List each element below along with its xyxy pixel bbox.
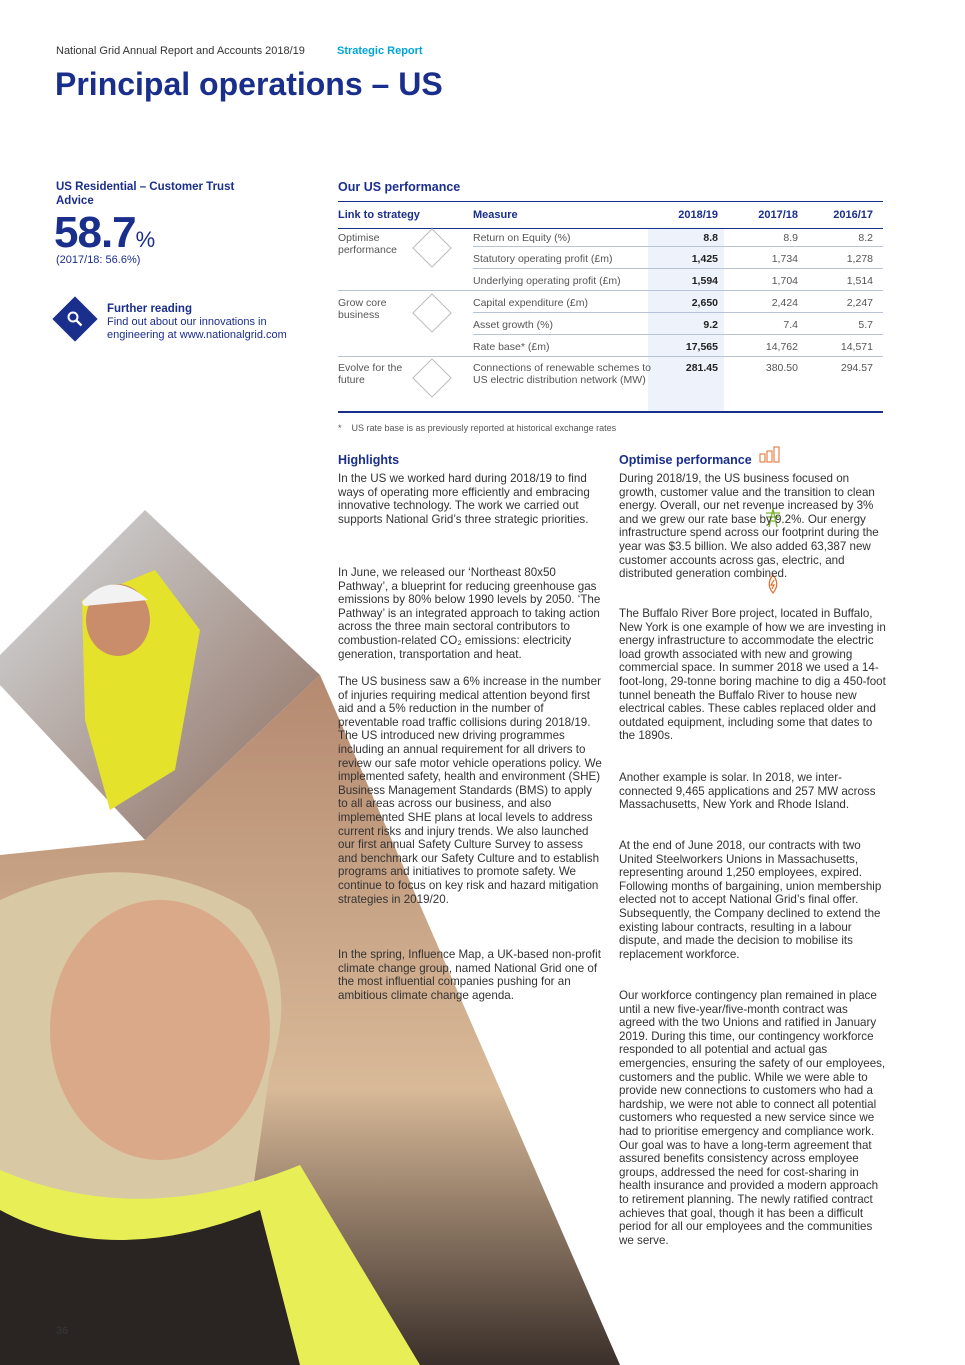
value-2018-19: 17,565 [685,341,718,353]
further-reading-title: Further reading [107,303,192,315]
optimise-p5: Our workforce contingency plan remained in place until a new five-year/five-month contract was agreed with the two Unions and ratified in January 2019. During this time, our contingency workforce responded to all potential and actual gas emergencies, ensuring the safety of our employees, customers and the public. While we were able to provide new connections to customers who had a hardship, we were not able to connect all potential customers who requested a new service since we had to prioritise emergency and compliance work. Our goal was to have a long-term agreement that assured benefits consistency across employee groups, addressed the need for cost-sharing in health insurance and provided a modern approach to retirement planning. The newly ratified contract achieves that goal, though it has been a difficult period for all our employees and the communities we serve. [619,989,886,1247]
optimise-p3: Another example is solar. In 2018, we inter-connected 9,465 applications and 257 MW across Massachusetts, New York and Rhode Island. [619,771,876,812]
value-2017-18: 380.50 [765,362,798,374]
value-2018-19: 8.8 [703,232,718,244]
optimise-title: Optimise performance [619,453,752,467]
page-title: Principal operations – US [55,66,443,102]
value-2016-17: 2,247 [846,297,873,309]
measure-label: Underlying operating profit (£m) [473,275,621,287]
strategy-label: Grow core business [338,297,387,321]
col-y2: 2017/18 [758,209,798,221]
kpi-unit: % [135,227,155,252]
measure-label: Capital expenditure (£m) [473,297,588,309]
performance-title: Our US performance [338,180,461,194]
optimise-p2: The Buffalo River Bore project, located in Buffalo, New York is one example of how we are investing in energy infrastructure to accommodate the electric load growth associated with new and growing commercial space. In summer 2018 we used a 14-foot-long, 29-tonne boring machine to dig a 450-foot tunnel beneath the Buffalo River to house new electrical cables. These cables replaced older and outdated equipment, including some that dates to the 1890s. [619,607,886,743]
kpi-prior-year: (2017/18: 56.6%) [56,254,141,266]
col-measure: Measure [473,209,518,221]
kpi-value [54,208,154,258]
document-title: National Grid Annual Report and Accounts 2018/19 [56,45,305,57]
value-2017-18: 2,424 [771,297,798,309]
value-2016-17: 14,571 [840,341,873,353]
value-2018-19: 1,425 [691,253,718,265]
bar-chart-icon-glyph [758,445,784,463]
value-2017-18: 1,734 [771,253,798,265]
strategy-label: Evolve for the future [338,362,403,386]
value-2018-19: 1,594 [691,275,718,287]
highlights-p3: The US business saw a 6% increase in the number of injuries requiring medical attention beyond first aid and a 5% reduction in the number of preventable road traffic collisions during 2018/19. The US introduced new driving programmes including an annual requirement for all drivers to review our safe motor vehicle operations policy. We implemented safety, health and environment (SHE) Business Management Standards (BMS) to apply to all areas across our business, and also implemented SHE plans at local levels to address current risks and injury trends. We also launched our first annual Safety Culture Survey to assess and benchmark our Safety Culture and to establish programs and initiatives to promote safety. We continue to focus on key risk and hazard mitigation strategies in 2019/20. [338,675,602,906]
optimise-p4: At the end of June 2018, our contracts with two United Steelworkers Unions in Massachusetts, representing around 1,250 employees, expired. Following months of bargaining, union membership elected not to accept National Grid’s final offer. Subsequently, the Company declined to extend the existing labour contracts, resulting in a labour dispute, and made the decision to mobilise its replacement workforce. [619,839,882,961]
value-2017-18: 1,704 [771,275,798,287]
measure-label: Asset growth (%) [473,319,553,331]
measure-label: Return on Equity (%) [473,232,571,244]
measure-label: Statutory operating profit (£m) [473,253,613,265]
value-2017-18: 7.4 [783,319,798,331]
value-2016-17: 1,278 [846,253,873,265]
col-link: Link to strategy [338,209,420,221]
col-y1: 2018/19 [678,209,718,221]
highlights-title: Highlights [338,453,400,467]
section-label[interactable]: Strategic Report [337,45,423,57]
energy-icon [412,358,452,398]
value-2018-19: 9.2 [703,319,718,331]
value-2018-19: 2,650 [691,297,718,309]
page-number: 36 [56,1325,69,1337]
further-reading-link[interactable]: Find out about our innovations in engineering at www.nationalgrid.com [107,316,287,341]
value-2017-18: 14,762 [765,341,798,353]
bar-chart-icon [412,228,452,268]
value-2016-17: 294.57 [840,362,873,374]
value-2016-17: 8.2 [858,232,873,244]
footnote-mark: * [338,423,342,433]
optimise-p1: During 2018/19, the US business focused on growth, customer value and the transition to clean energy. Overall, our net revenue increased by 3% and we grew our rate base by 9.2%. Our energy infrastructure spend across our footprint during the year was $3.5 billion. We also added 63,387 new customer accounts across gas, electric, and distributed generation combined. [619,472,879,581]
value-2016-17: 1,514 [846,275,873,287]
highlights-p4: In the spring, Influence Map, a UK-based non-profit climate change group, named National Grid one of the most influential companies pushing for an ambitious climate change agenda. [338,948,601,1002]
highlights-p1: In the US we worked hard during 2018/19 to find ways of operating more efficiently and embracing innovative technology. The work we carried out supports National Grid’s three strategic priorities. [338,472,590,526]
table-footnote [338,423,616,433]
kpi-label: US Residential – Customer Trust Advice [56,181,235,207]
measure-label: Connections of renewable schemes to US electric distribution network (MW) [473,362,652,386]
value-2016-17: 5.7 [858,319,873,331]
col-y3: 2016/17 [833,209,873,221]
pylon-icon [412,293,452,333]
kpi-number: 58.7 [54,208,136,257]
strategy-label: Optimise performance [338,232,397,256]
measure-label: Rate base* (£m) [473,341,550,353]
highlights-p2: In June, we released our ‘Northeast 80x50 Pathway’, a blueprint for reducing greenhouse gas emissions by 80% below 1990 levels by 2050. ‘The Pathway’ is an integrated approach to taking action across the three main sectoral contributors to combustion-related CO₂ emissions: electricity generation, transportation and heat. [338,566,601,661]
footnote-text: US rate base is as previously reported at historical exchange rates [351,423,617,433]
value-2017-18: 8.9 [783,232,798,244]
value-2018-19: 281.45 [685,362,718,374]
search-icon [52,296,97,341]
table-header [338,201,883,229]
